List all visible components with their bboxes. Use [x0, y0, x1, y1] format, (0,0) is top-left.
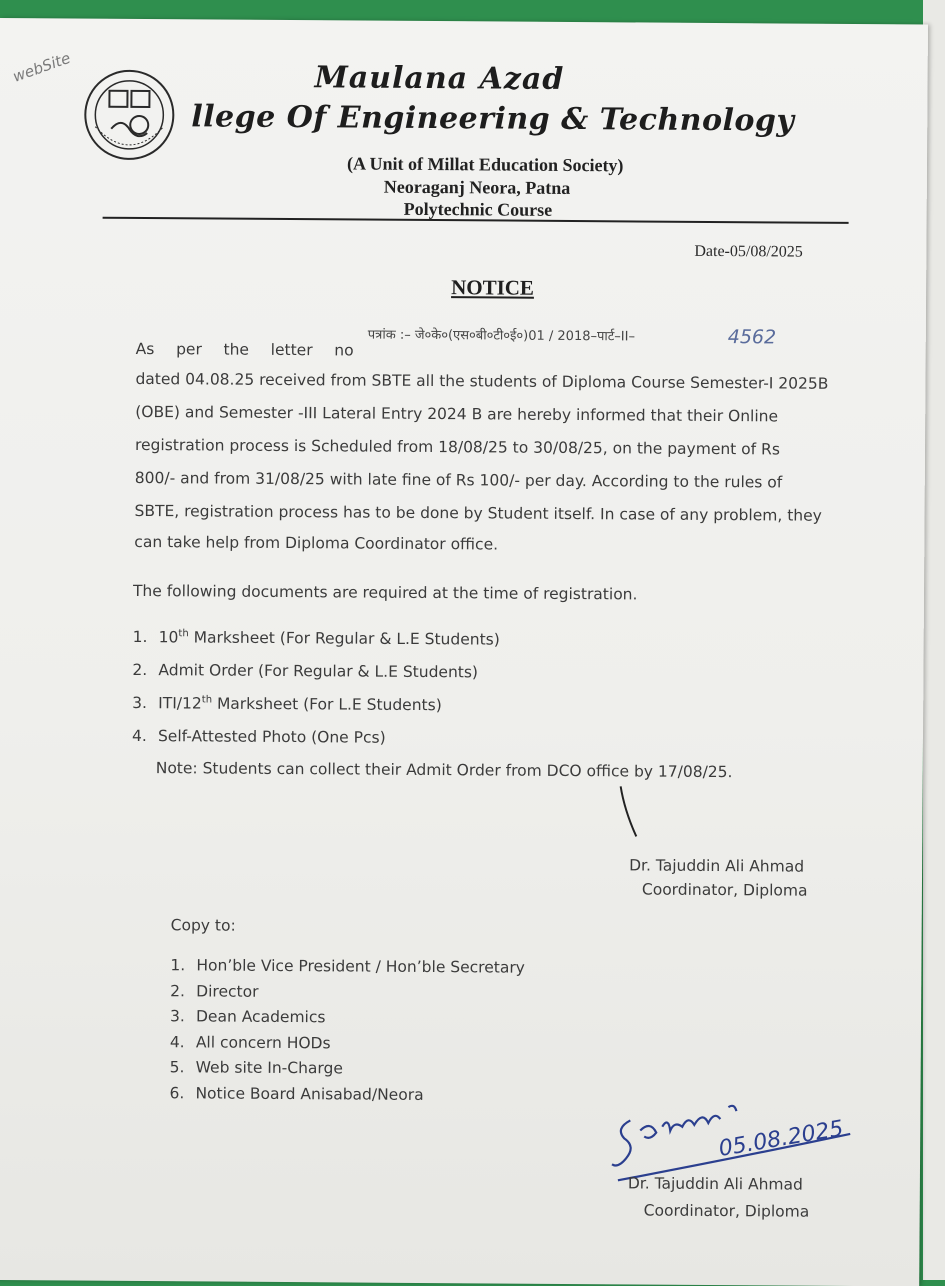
list-number: 1.	[170, 956, 186, 975]
list-number: 1.	[132, 628, 148, 647]
signatory-name: Dr. Tajuddin Ali Ahmad	[629, 856, 805, 876]
word: As	[135, 339, 155, 359]
signatory-title: Coordinator, Diploma	[643, 1201, 810, 1221]
item-text: Hon’ble Vice President / Hon’ble Secretary	[196, 956, 525, 977]
college-name-line1: Maulana Azad	[314, 60, 565, 97]
item-text: Admit Order (For Regular & L.E Students)	[158, 661, 479, 682]
notice-title: NOTICE	[451, 275, 535, 300]
paragraph-line: SBTE, registration process has to be done by Student itself. In case of any problem, they	[134, 501, 822, 525]
list-item	[170, 956, 525, 984]
item-text: ITI/12	[158, 694, 202, 713]
unit-line: (A Unit of Millat Education Society)	[346, 153, 624, 176]
notice-date: Date-05/08/2025	[694, 242, 803, 261]
word: letter	[270, 340, 313, 360]
notice-paper	[0, 18, 928, 1286]
item-text: Web site In-Charge	[195, 1058, 343, 1078]
address-line: Neoraganj Neora, Patna	[383, 176, 571, 198]
signatory-name: Dr. Tajuddin Ali Ahmad	[627, 1174, 803, 1194]
item-text: Marksheet (For L.E Students)	[211, 694, 442, 715]
website-annotation: webSite	[10, 48, 73, 86]
list-item	[170, 982, 525, 1010]
list-number: 4.	[169, 1032, 185, 1051]
word: no	[334, 341, 354, 360]
list-item	[170, 1058, 525, 1086]
list-item	[170, 1033, 525, 1061]
word: the	[223, 340, 250, 359]
item-text: Director	[196, 981, 259, 1001]
list-number: 2.	[170, 981, 186, 1000]
item-sup: th	[201, 694, 213, 706]
copy-to-heading: Copy to:	[170, 916, 236, 935]
college-name-line2: llege Of Engineering & Technology	[191, 99, 795, 139]
paragraph-line: can take help from Diploma Coordinator office.	[134, 532, 499, 554]
course-line: Polytechnic Course	[403, 198, 553, 220]
list-number: 5.	[169, 1058, 185, 1077]
reference-handwritten: 4562	[727, 326, 777, 349]
item-text: 10	[158, 628, 179, 647]
list-number: 3.	[132, 694, 148, 713]
list-number: 2.	[132, 660, 148, 680]
signatory-title: Coordinator, Diploma	[641, 880, 808, 900]
admit-order-note: Note: Students can collect their Admit Order from DCO office by 17/08/25.	[155, 759, 733, 782]
paragraph-first-line	[136, 340, 354, 360]
paragraph-line: (OBE) and Semester -III Lateral Entry 2024 B are hereby informed that their Online	[135, 402, 779, 426]
college-logo-icon	[81, 67, 178, 164]
list-item	[170, 1007, 525, 1035]
copy-to-list	[169, 956, 525, 1111]
list-number: 4.	[131, 726, 147, 746]
paragraph-line: dated 04.08.25 received from SBTE all the students of Diploma Course Semester-I 2025B	[135, 369, 829, 393]
signature-date: 05.08.2025	[716, 1116, 846, 1162]
word: per	[176, 340, 202, 359]
signature-stroke-icon	[614, 782, 644, 842]
item-text: Notice Board Anisabad/Neora	[195, 1083, 424, 1104]
item-text: Self-Attested Photo (One Pcs)	[157, 727, 386, 747]
documents-intro: The following documents are required at the time of registration.	[132, 581, 638, 604]
list-item	[169, 1084, 524, 1112]
paragraph-line: 800/- and from 31/08/25 with late fine of Rs 100/- per day. According to the rules of	[134, 468, 783, 492]
list-item	[132, 694, 499, 730]
item-text: Marksheet (For Regular & L.E Students)	[188, 628, 500, 649]
list-item	[132, 727, 499, 763]
list-item	[132, 661, 499, 697]
documents-list	[132, 628, 500, 763]
list-item	[133, 628, 500, 664]
list-number: 3.	[169, 1007, 185, 1026]
item-sup: th	[178, 628, 189, 640]
reference-number: पत्रांक :– जे०के०(एस०बी०टी०ई०)01 / 2018–पार्ट–II–	[367, 327, 636, 345]
item-text: Dean Academics	[195, 1007, 326, 1027]
item-text: All concern HODs	[195, 1032, 331, 1052]
paragraph-line: registration process is Scheduled from 18/08/25 to 30/08/25, on the payment of Rs	[134, 435, 781, 459]
list-number: 6.	[169, 1083, 185, 1102]
